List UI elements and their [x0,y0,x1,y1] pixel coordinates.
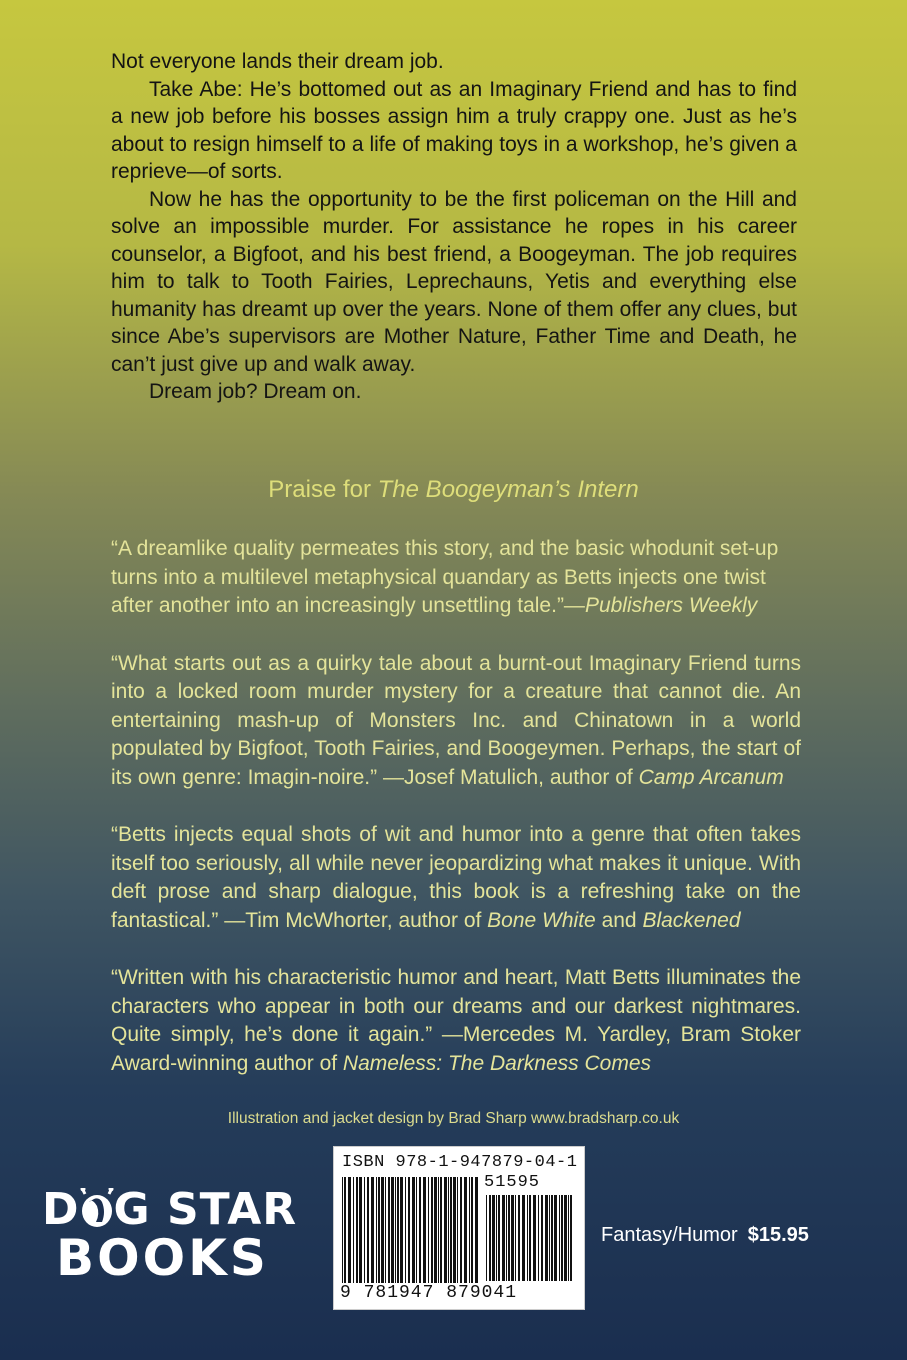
design-credit: Illustration and jacket design by Brad Sharp www.bradsharp.co.uk [227,1110,680,1127]
barcode-bars [342,1177,482,1283]
ean-digits: 9 781947 879041 [340,1283,518,1303]
quote-1-source: Publishers Weekly [584,594,758,617]
praise-heading-prefix: Praise for [268,476,378,503]
quote-2-book: Camp Arcanum [638,765,784,789]
quote-4-book: Nameless: The Darkness Comes [342,1051,652,1075]
praise-quote-2 [111,650,801,793]
logo-line-1-rest: G STAR [113,1184,298,1235]
barcode-addon-bars [486,1195,576,1281]
quote-3-book-2: Blackened [642,908,741,932]
genre-price [601,1224,809,1247]
quote-4-text: “Written with his characteristic humor and heart, Matt Betts illuminates the characters who appear in both our dreams and our darkest nightmares. Quite simply, he’s done it again.” —Mercedes M. Yardley, Bram Stoker Award-winning author of [111,966,801,1075]
praise-heading [0,476,907,504]
quote-2-text: “What starts out as a quirky tale about a burnt-out Imaginary Friend turns into a locked room murder mystery for a creature that cannot die. An entertaining mash-up of Monsters Inc. and Chinatown in a world populated by Bigfoot, Tooth Fairies, and Boogeymen. Perhaps, the start of its own genre: Imagin-noire.” —Josef Matulich, author of [111,651,801,789]
blurb-paragraph-2: Take Abe: He’s bottomed out as an Imaginary Friend and has to find a new job before his bosses assign him a truly crappy one. Just as he’s about to resign himself to a life of making toys in a workshop, he’s given a reprieve—of sorts. [111,77,797,183]
praise-quotes [111,535,801,1107]
quote-3-text: “Betts injects equal shots of wit and humor into a genre that often takes itself too seriously, all while never jeopardizing what makes it unique. With deft prose and sharp dialogue, this book is a refreshing take on the fantastical.” —Tim McWhorter, author of [111,823,801,932]
quote-3-and: and [595,908,643,932]
logo-line-2: BOOKS [56,1229,269,1287]
dog-head-icon [80,1188,114,1232]
quote-1-text: “A dreamlike quality permeates this story, and the basic whodunit set-up turns into a multilevel metaphysical quandary as Betts injects one twist after another into an increasingly unsettling tale.”— [111,537,779,617]
quote-3-book-1: Bone White [487,908,596,932]
blurb [111,48,797,406]
isbn-number: ISBN 978-1-947879-04-1 [342,1153,578,1172]
logo-letter-d: D [42,1184,80,1235]
price-label: $15.95 [747,1224,809,1246]
praise-heading-title: The Boogeyman’s Intern [377,476,639,503]
blurb-paragraph-3: Now he has the opportunity to be the first policeman on the Hill and solve an impossible murder. For assistance he ropes in his career counselor, a Bigfoot, and his best friend, a Boogeyman. The job requires him to talk to Tooth Fairies, Leprechauns, Yetis and everything else humanity has dreamt up over the years. None of them offer any clues, but since Abe’s supervisors are Mother Nature, Father Time and Death, he can’t just give up and walk away. [111,187,797,376]
publisher-logo [42,1184,304,1287]
genre-label: Fantasy/Humor [601,1224,738,1246]
praise-quote-3 [111,821,801,935]
praise-quote-1 [111,535,801,621]
blurb-paragraph-1: Not everyone lands their dream job. [111,50,444,73]
blurb-paragraph-4: Dream job? Dream on. [149,380,362,403]
logo-line-1 [42,1184,304,1235]
isbn-barcode [333,1146,585,1310]
barcode-price-code: 51595 [484,1173,541,1192]
praise-quote-4 [111,964,801,1078]
